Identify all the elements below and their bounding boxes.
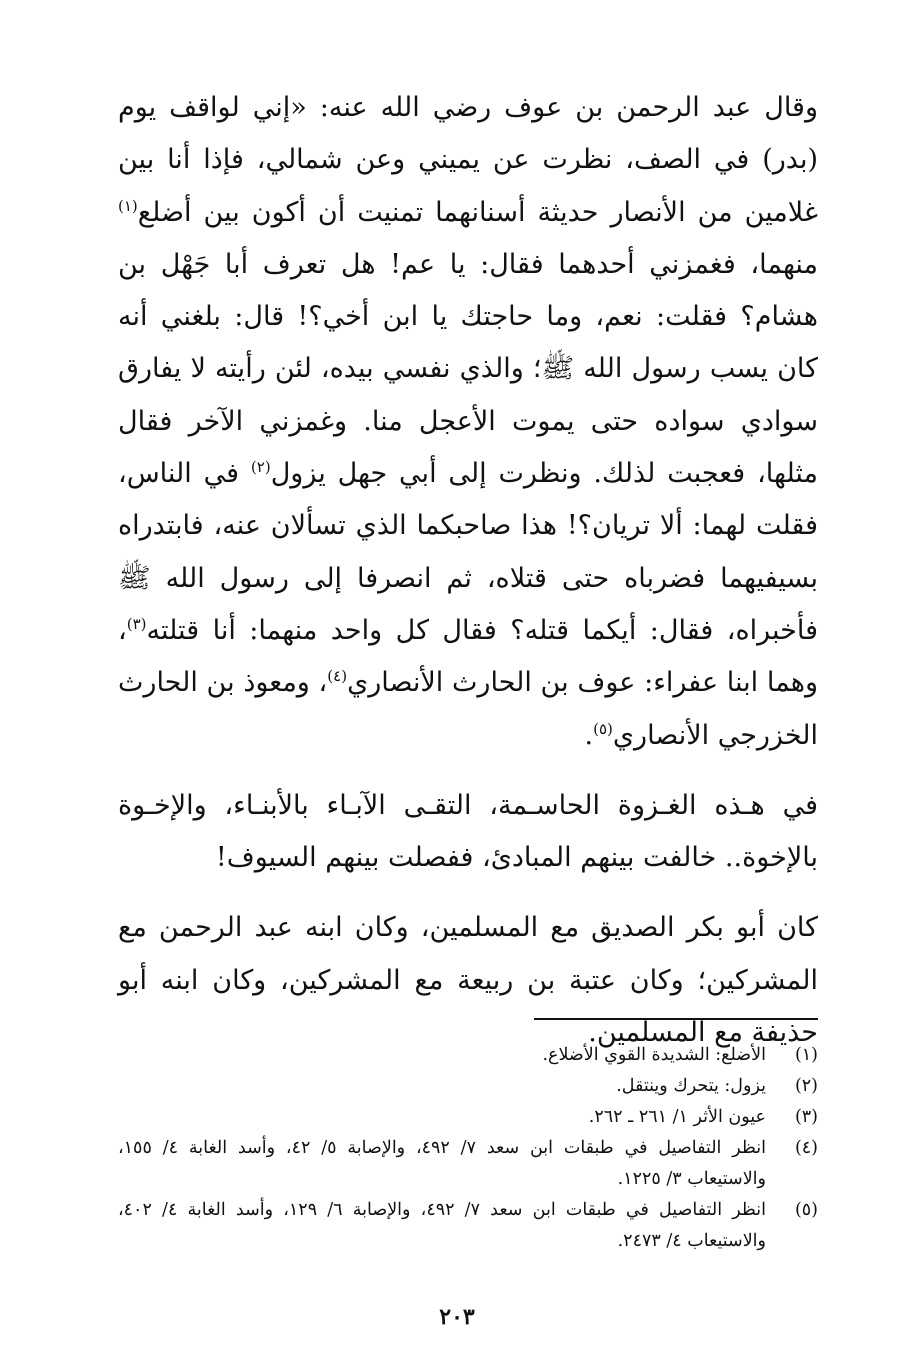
paragraph-text: في الناس، فقلت لهما: ألا تريان؟! هذا صاحبكما الذي تسألان عنه، فابتدراه بسيفيهما فضرباه حتى قتلاه، ثم انصرفا إلى رسول الله ﷺ فأخبراه، فقال: أيكما قتله؟ فقال كل واحد منهما: أنا قتلته — [118, 458, 818, 646]
footnote-item — [118, 1071, 818, 1102]
footnote-separator — [534, 1018, 818, 1020]
footnote-ref-1[interactable]: (١) — [118, 196, 138, 215]
footnote-number: (٥) — [794, 1200, 818, 1220]
paragraph-decisive-battle — [118, 780, 818, 885]
footnote-ref-3[interactable]: (٣) — [126, 614, 147, 633]
paragraph-badr-account — [118, 82, 818, 762]
footnote-number: (٢) — [794, 1076, 818, 1096]
footnote-item — [118, 1102, 818, 1133]
footnote-item — [118, 1195, 818, 1257]
paragraph-fathers-sons — [118, 902, 818, 1059]
footnote-number: (١) — [794, 1045, 818, 1065]
footnote-text: عيون الأثر ١/ ٢٦١ ـ ٢٦٢. — [588, 1107, 766, 1127]
footnote-ref-4[interactable]: (٤) — [327, 667, 348, 686]
footnote-text: انظر التفاصيل في طبقات ابن سعد ٧/ ٤٩٢، والإصابة ٥/ ٤٢، وأسد الغابة ٤/ ١٥٥، والاستيعاب ٣/ ١٢٢٥. — [118, 1138, 766, 1189]
page-number: ٢٠٣ — [439, 1304, 475, 1330]
footnote-ref-5[interactable]: (٥) — [593, 719, 613, 738]
paragraph-text: وقال عبد الرحمن بن عوف رضي الله عنه: «إني لواقف يوم (بدر) في الصف، نظرت عن يميني وعن شمالي، فإذا أنا بين غلامين من الأنصار حديثة أسنانهما تمنيت أن أكون بين أضلع — [118, 92, 818, 228]
paragraph-text: في هـذه الغـزوة الحاسـمة، التقـى الآبـاء بالأبنـاء، والإخـوة بالإخوة.. خالفت بينهم المبادئ، ففصلت بينهم السيوف! — [118, 789, 818, 874]
main-text — [118, 82, 818, 1059]
paragraph-text: . — [584, 719, 594, 751]
paragraph-text: منهما، فغمزني أحدهما فقال: يا عم! هل تعرف أبا جَهْل بن هشام؟ فقلت: نعم، وما حاجتك يا ابن أخي؟! قال: بلغني أنه كان يسب رسول الله ﷺ؛ والذي نفسي بيده، لئن رأيته لا يفارق سوادي سواده حتى يموت الأعجل منا. وغمزني الآخر فقال مثلها، فعجبت لذلك. ونظرت إلى أبي جهل يزول — [118, 248, 819, 490]
footnote-item — [118, 1133, 818, 1195]
footnote-text: الأضلع: الشديدة القوي الأضلاع. — [542, 1045, 766, 1065]
footnote-ref-2[interactable]: (٢) — [250, 458, 271, 477]
paragraph-text: ، وهما ابنا عفراء: عوف بن الحارث الأنصاري — [118, 614, 819, 699]
footnote-number: (٤) — [794, 1138, 818, 1158]
paragraph-text: كان أبو بكر الصديق مع المسلمين، وكان ابنه عبد الرحمن مع المشركين؛ وكان عتبة بن ربيعة مع المشركين، وكان ابنه أبو حذيفة مع المسلمين. — [118, 912, 818, 1049]
paragraph-text: ، ومعوذ بن الحارث الخزرجي الأنصاري — [118, 667, 818, 751]
footnote-number: (٣) — [794, 1107, 818, 1127]
footnotes — [118, 1040, 818, 1257]
footnote-text: انظر التفاصيل في طبقات ابن سعد ٧/ ٤٩٢، والإصابة ٦/ ١٢٩، وأسد الغابة ٤/ ٤٠٢، والاستيعاب ٤/ ٢٤٧٣. — [118, 1200, 766, 1251]
footnote-item — [118, 1040, 818, 1071]
footnote-text: يزول: يتحرك وينتقل. — [616, 1076, 766, 1096]
